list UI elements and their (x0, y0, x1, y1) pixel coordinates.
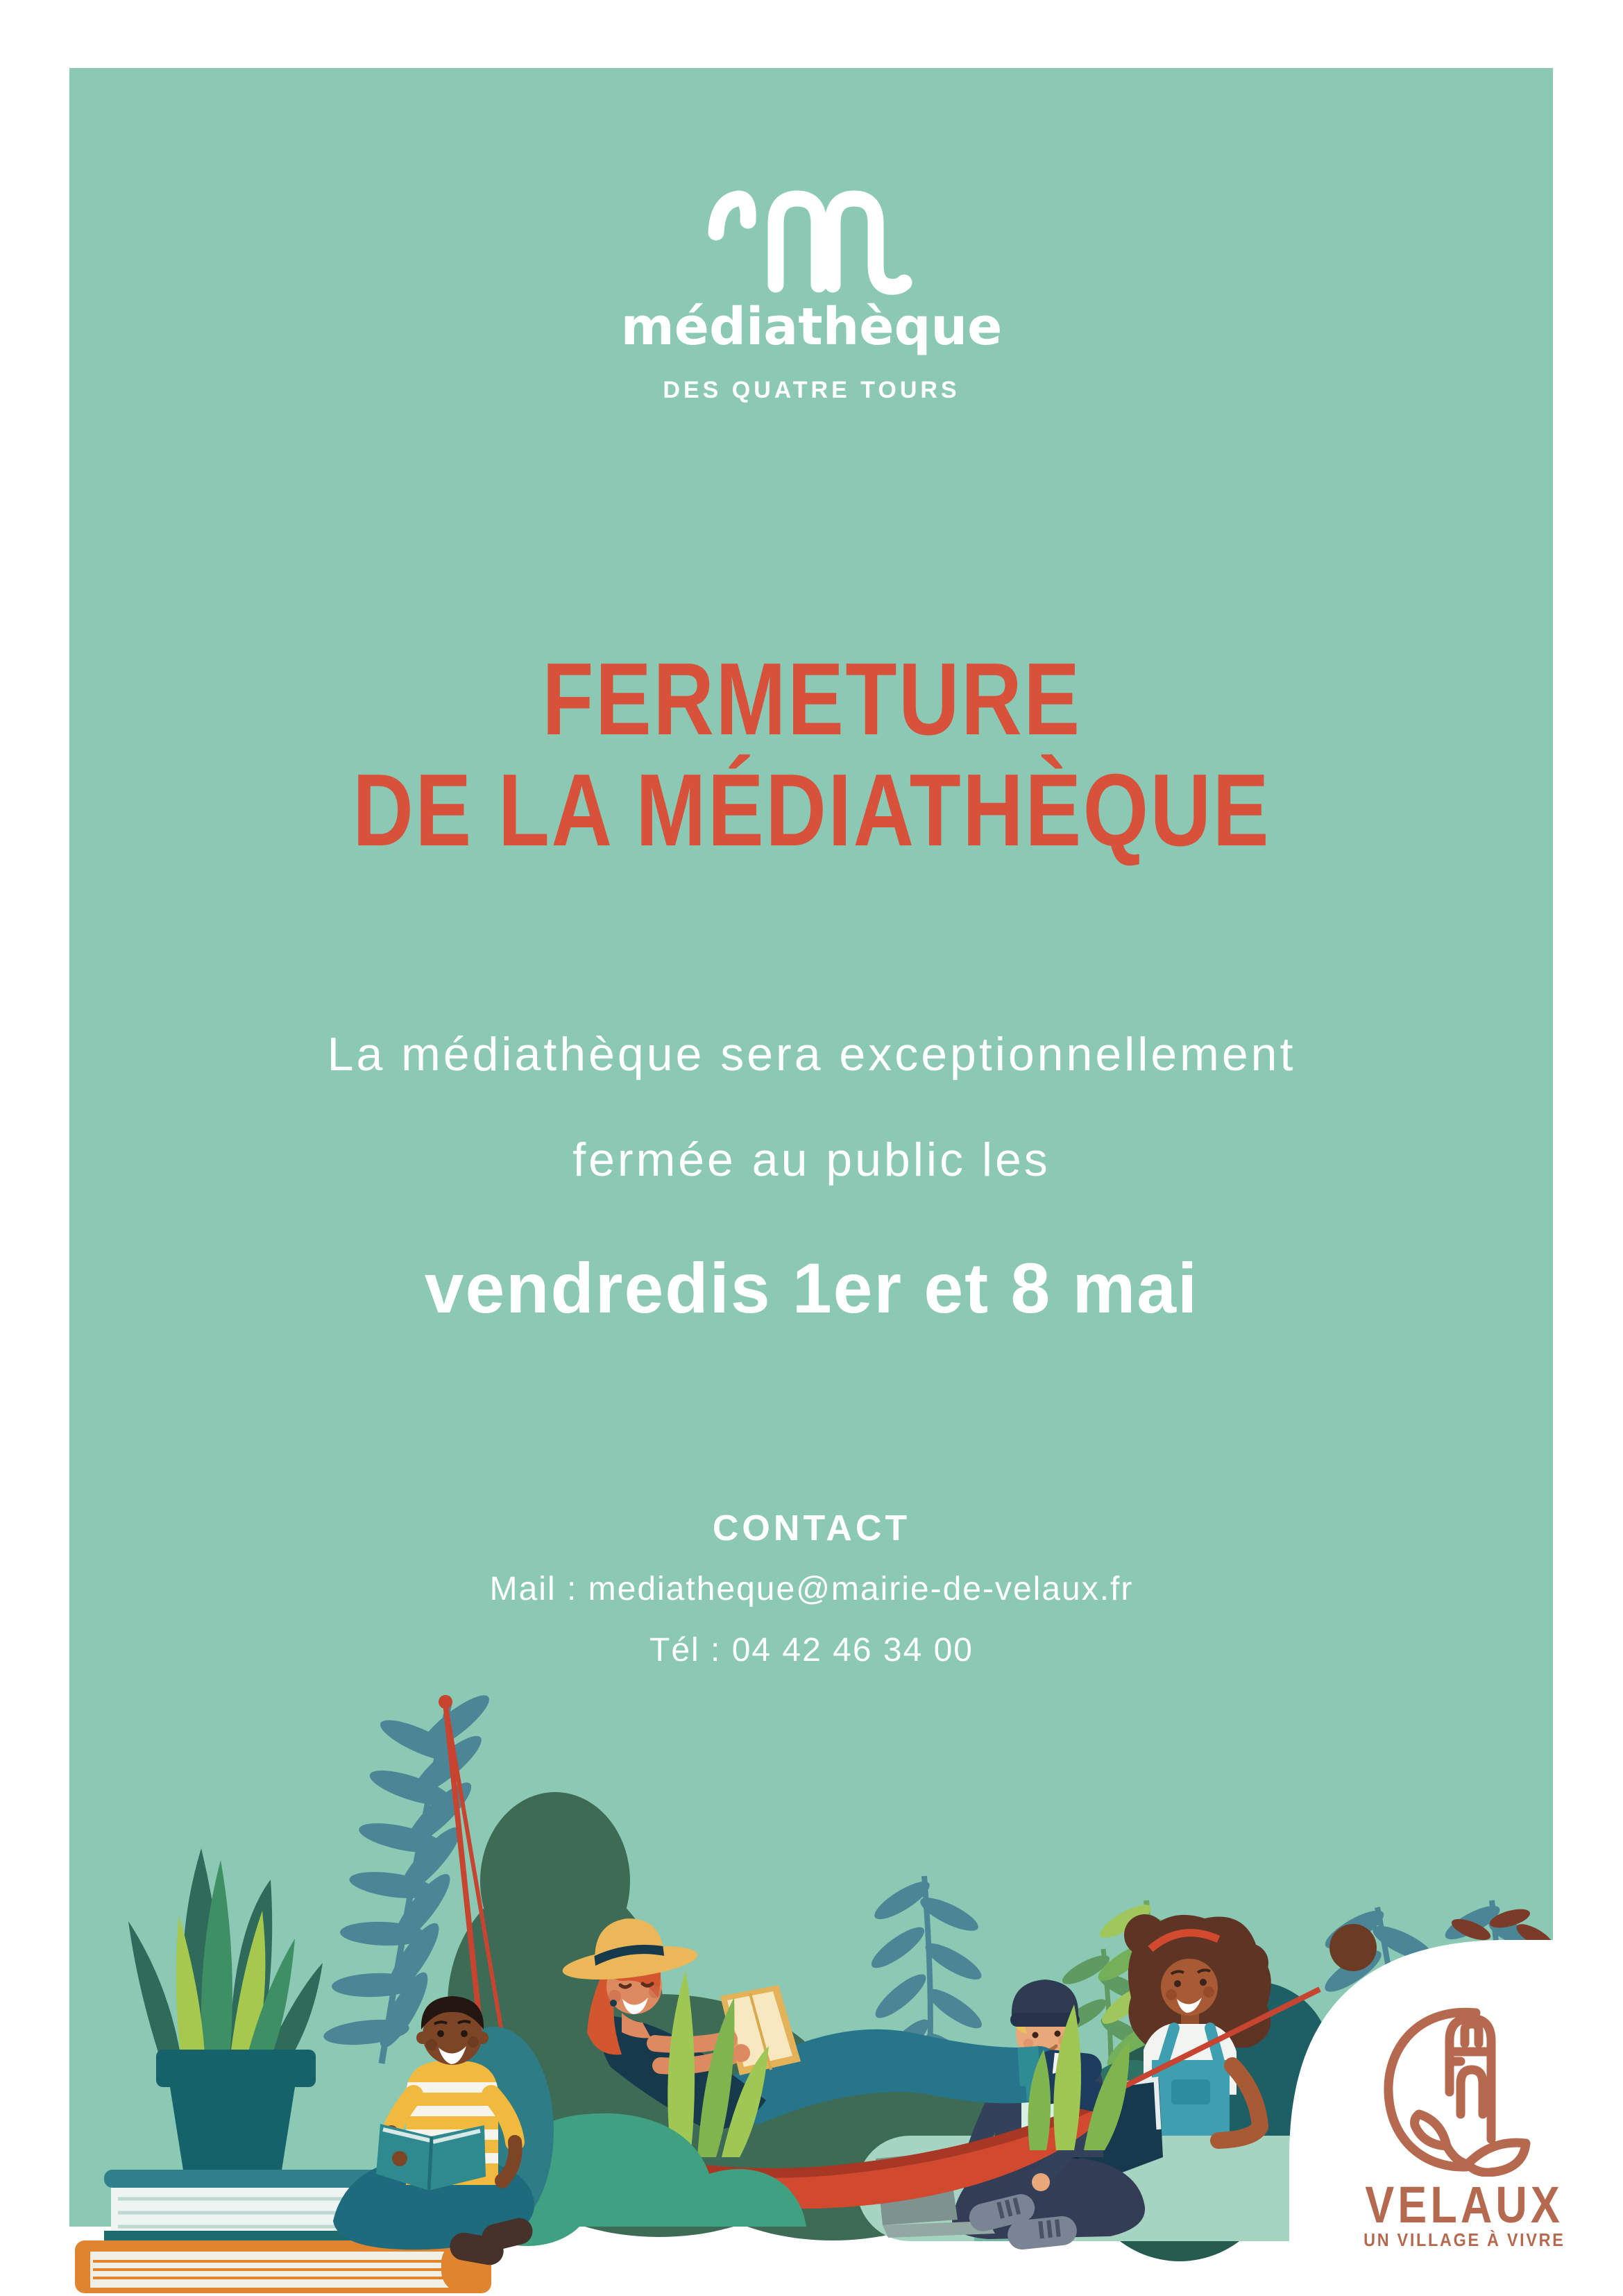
contact-phone: Tél : 04 42 46 34 00 (649, 1632, 974, 1669)
logo-title: médiathèque (620, 297, 1003, 357)
contact-mail: Mail : mediatheque@mairie-de-velaux.fr (489, 1571, 1134, 1607)
closure-dates: vendredis 1er et 8 mai (424, 1249, 1199, 1328)
message-line2: fermée au public les (572, 1133, 1051, 1186)
velaux-wordmark: VELAUX (1365, 2176, 1563, 2234)
message-line1: La médiathèque sera exceptionnellement (327, 1028, 1296, 1081)
velaux-tagline: UN VILLAGE À VIVRE (1363, 2229, 1565, 2250)
hidden-figure-hair (1329, 1924, 1377, 1971)
contact-title: CONTACT (712, 1508, 911, 1548)
page-title-line2: DE LA MÉDIATHÈQUE (352, 753, 1271, 868)
velaux-tower-icon (1377, 2003, 1544, 2177)
logo-subtitle: DES QUATRE TOURS (663, 377, 960, 403)
mediatheque-m-icon (706, 174, 915, 312)
page-title-line1: FERMETURE (541, 642, 1082, 757)
page-title (0, 644, 1623, 866)
